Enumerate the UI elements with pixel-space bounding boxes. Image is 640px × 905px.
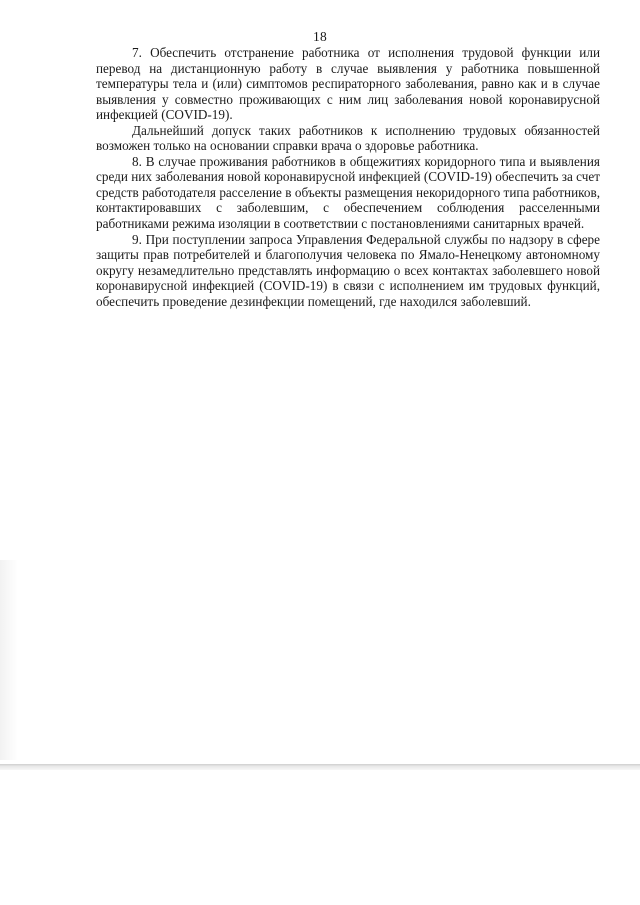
document-body (96, 45, 600, 309)
paragraph-8: 8. В случае проживания работников в общежитиях коридорного типа и выявления среди них заболевания новой коронавирусной инфекцией (COVID-19) обеспечить за счет средств работодателя расселение в объекты размещения некоридорного типа работников, контактировавших с заболевшим, с обеспечением соблюдения расселенными работниками режима изоляции в соответствии с постановлениями санитарных врачей. (96, 153, 600, 232)
paragraph-9: 9. При поступлении запроса Управления Федеральной службы по надзору в сфере защиты прав потребителей и благополучия человека по Ямало-Ненецкому автономному округу незамедлительно представлять информацию о всех контактах заболевшего новой коронавирусной инфекцией (COVID-19) в связи с исполнением им трудовых функций, обеспечить проведение дезинфекции помещений, где находился заболевший. (96, 231, 600, 309)
paragraph-7-continuation: Дальнейший допуск таких работников к исполнению трудовых обязанностей возможен только на основании справки врача о здоровье работника. (96, 122, 600, 154)
scan-shadow (0, 560, 18, 760)
page-number: 18 (312, 29, 328, 44)
paragraph-7: 7. Обеспечить отстранение работника от исполнения трудовой функции или перевод на дистанционную работу в случае выявления у работника повышенной температуры тела и (или) симптомов респираторного заболевания, равно как и в случае выявления у совместно проживающих с ним лиц заболевания новой коронавирусной инфекцией (COVID-19). (96, 45, 600, 123)
